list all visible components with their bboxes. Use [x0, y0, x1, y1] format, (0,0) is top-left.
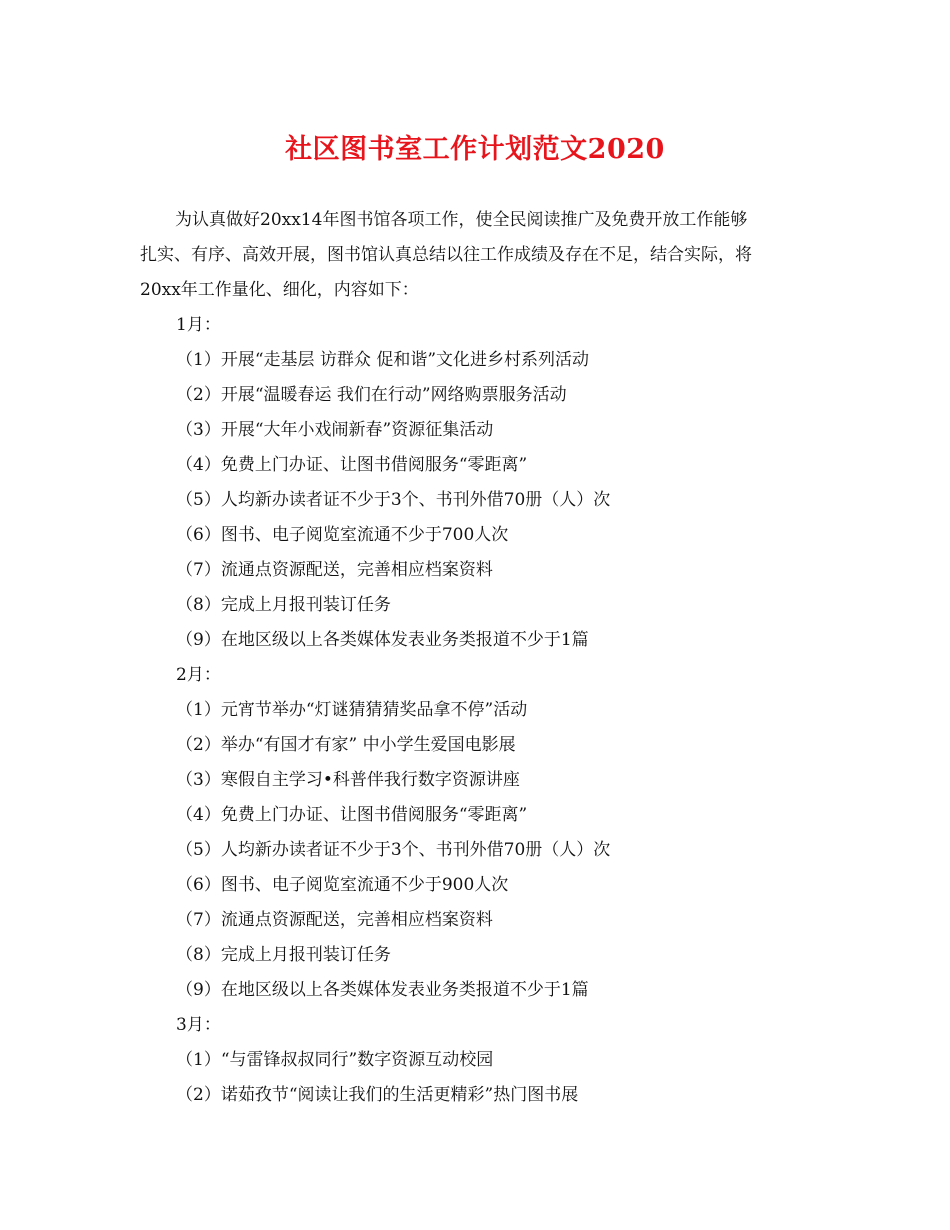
- intro-line: 扎实、有序、高效开展，图书馆认真总结以往工作成绩及存在不足，结合实际，将: [140, 245, 752, 265]
- list-item: （4）免费上门办证、让图书借阅服务“零距离”: [176, 455, 528, 475]
- list-item: （3）开展“大年小戏闹新春”资源征集活动: [176, 420, 494, 440]
- monthly-plan-list: [140, 308, 820, 1113]
- month-heading: 1月：: [176, 315, 221, 335]
- list-item: （7）流通点资源配送，完善相应档案资料: [176, 560, 493, 580]
- month-heading: 2月：: [176, 665, 221, 685]
- list-item: （5）人均新办读者证不少于3个、书刊外借70册（人）次: [176, 840, 611, 860]
- document-title: 社区图书室工作计划范文2020: [285, 134, 665, 165]
- list-item: （8）完成上月报刊装订任务: [176, 945, 391, 965]
- list-item: （6）图书、电子阅览室流通不少于900人次: [176, 875, 509, 895]
- list-item: （2）开展“温暖春运 我们在行动”网络购票服务活动: [176, 385, 567, 405]
- list-item: （5）人均新办读者证不少于3个、书刊外借70册（人）次: [176, 490, 611, 510]
- month-heading: 3月：: [176, 1015, 221, 1035]
- list-item: （1）元宵节举办“灯谜猜猜猜奖品拿不停”活动: [176, 700, 528, 720]
- list-item: （8）完成上月报刊装订任务: [176, 595, 391, 615]
- list-item: （7）流通点资源配送，完善相应档案资料: [176, 910, 493, 930]
- list-item: （9）在地区级以上各类媒体发表业务类报道不少于1篇: [176, 630, 589, 650]
- list-item: （1）“与雷锋叔叔同行”数字资源互动校园: [176, 1050, 494, 1070]
- list-item: （3）寒假自主学习•科普伴我行数字资源讲座: [176, 770, 520, 790]
- list-item: （6）图书、电子阅览室流通不少于700人次: [176, 525, 509, 545]
- list-item: （1）开展“走基层 访群众 促和谐”文化进乡村系列活动: [176, 350, 590, 370]
- list-item: （2）举办“有国才有家” 中小学生爱国电影展: [176, 735, 516, 755]
- intro-line: 20xx年工作量化、细化，内容如下：: [140, 280, 419, 300]
- intro-paragraph: [140, 203, 820, 308]
- list-item: （2）诺茹孜节“阅读让我们的生活更精彩”热门图书展: [176, 1085, 579, 1105]
- intro-line: 为认真做好20xx14年图书馆各项工作，使全民阅读推广及免费开放工作能够: [175, 210, 748, 230]
- list-item: （4）免费上门办证、让图书借阅服务“零距离”: [176, 805, 528, 825]
- list-item: （9）在地区级以上各类媒体发表业务类报道不少于1篇: [176, 980, 589, 1000]
